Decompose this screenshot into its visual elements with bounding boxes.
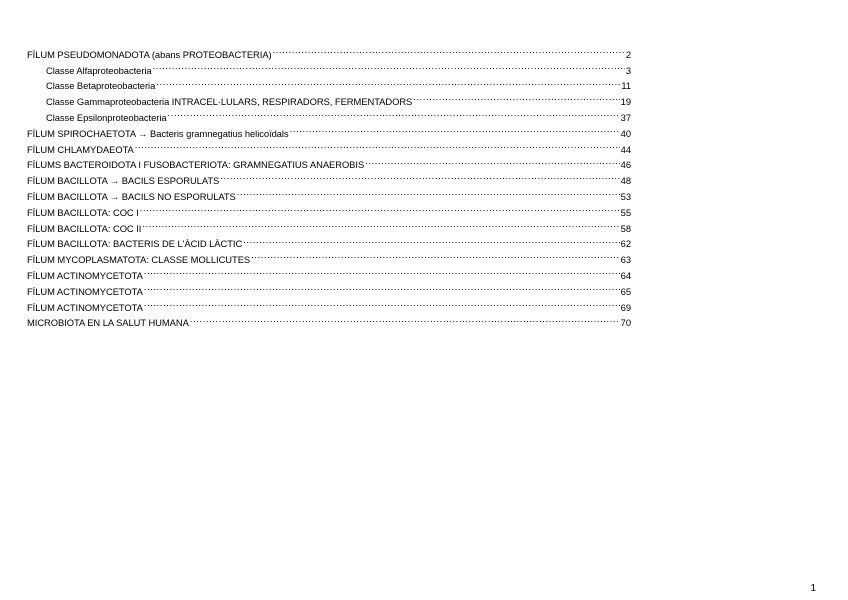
toc-entry-page: 37 <box>620 111 631 123</box>
toc-entry-title: Classe Betaproteobacteria <box>46 80 156 92</box>
dot-leader <box>144 279 620 295</box>
dot-leader <box>142 216 619 232</box>
dot-leader <box>144 295 620 311</box>
toc-entry-page: 2 <box>625 48 631 60</box>
toc-entry-page: 48 <box>620 175 631 187</box>
toc-entry-title: FÍLUM ACTINOMYCETOTA <box>27 269 143 281</box>
toc-entry-title: FÍLUMS BACTEROIDOTA I FUSOBACTERIOTA: GRAMNEGATIUS ANAEROBIS <box>27 159 365 171</box>
toc-entry-page: 63 <box>620 254 631 266</box>
dot-leader <box>190 311 620 327</box>
toc-entry-page: 64 <box>620 269 631 281</box>
dot-leader <box>413 89 619 105</box>
toc-entry-title: FÍLUM BACILLOTA → BACILS ESPORULATS <box>27 175 220 187</box>
dot-leader <box>144 263 620 279</box>
toc-entry-page: 46 <box>620 159 631 171</box>
toc-entry-page: 55 <box>620 206 631 218</box>
toc-entry-title: Classe Epsilonproteobacteria <box>46 111 167 123</box>
toc-entry-page: 40 <box>620 127 631 139</box>
page-number: 1 <box>810 583 816 594</box>
toc-entry-pseudomonadota[interactable] <box>27 42 631 58</box>
dot-leader <box>220 168 619 184</box>
dot-leader <box>168 105 620 121</box>
toc-entry-title: FÍLUM CHLAMYDAEOTA <box>27 143 134 155</box>
table-of-contents <box>27 42 631 329</box>
toc-entry-page: 58 <box>620 222 631 234</box>
toc-entry-title: Classe Gammaproteobacteria INTRACEL·LULARS, RESPIRADORS, FERMENTADORS <box>46 96 413 108</box>
toc-entry-title: FÍLUM PSEUDOMONADOTA (abans PROTEOBACTERIA) <box>27 48 272 60</box>
dot-leader <box>237 184 620 200</box>
toc-entry-title: Classe Alfaproteobacteria <box>46 64 152 76</box>
toc-entry-page: 53 <box>620 190 631 202</box>
toc-entry-page: 44 <box>620 143 631 155</box>
toc-entry-page: 70 <box>620 317 631 329</box>
toc-entry-title: FÍLUM BACILLOTA: COC II <box>27 222 142 234</box>
toc-entry-title: FÍLUM ACTINOMYCETOTA <box>27 301 143 313</box>
dot-leader <box>156 74 620 90</box>
toc-entry-page: 69 <box>620 301 631 313</box>
toc-entry-page: 65 <box>620 285 631 297</box>
toc-entry-title: FÍLUM MYCOPLASMATOTA: CLASSE MOLLICUTES <box>27 254 251 266</box>
toc-entry-title: FÍLUM ACTINOMYCETOTA <box>27 285 143 297</box>
dot-leader <box>365 153 620 169</box>
toc-entry-title: FÍLUM BACILLOTA → BACILS NO ESPORULATS <box>27 190 236 202</box>
dot-leader <box>153 58 625 74</box>
dot-leader <box>135 137 620 153</box>
dot-leader <box>273 42 625 58</box>
toc-entry-page: 11 <box>621 80 631 92</box>
toc-entry-title: FÍLUM BACILLOTA: BACTERIS DE L'ÀCID LÀCTIC <box>27 238 243 250</box>
toc-entry-title: FÍLUM SPIROCHAETOTA → Bacteris gramnegatius helicoïdals <box>27 127 289 139</box>
dot-leader <box>140 200 620 216</box>
toc-entry-page: 62 <box>620 238 631 250</box>
dot-leader <box>290 121 620 137</box>
toc-entry-title: FÍLUM BACILLOTA: COC I <box>27 206 139 218</box>
dot-leader <box>243 232 619 248</box>
dot-leader <box>251 247 620 263</box>
toc-entry-title: MICROBIOTA EN LA SALUT HUMANA <box>27 317 189 329</box>
toc-entry-page: 3 <box>625 64 631 76</box>
toc-entry-page: 19 <box>620 96 631 108</box>
